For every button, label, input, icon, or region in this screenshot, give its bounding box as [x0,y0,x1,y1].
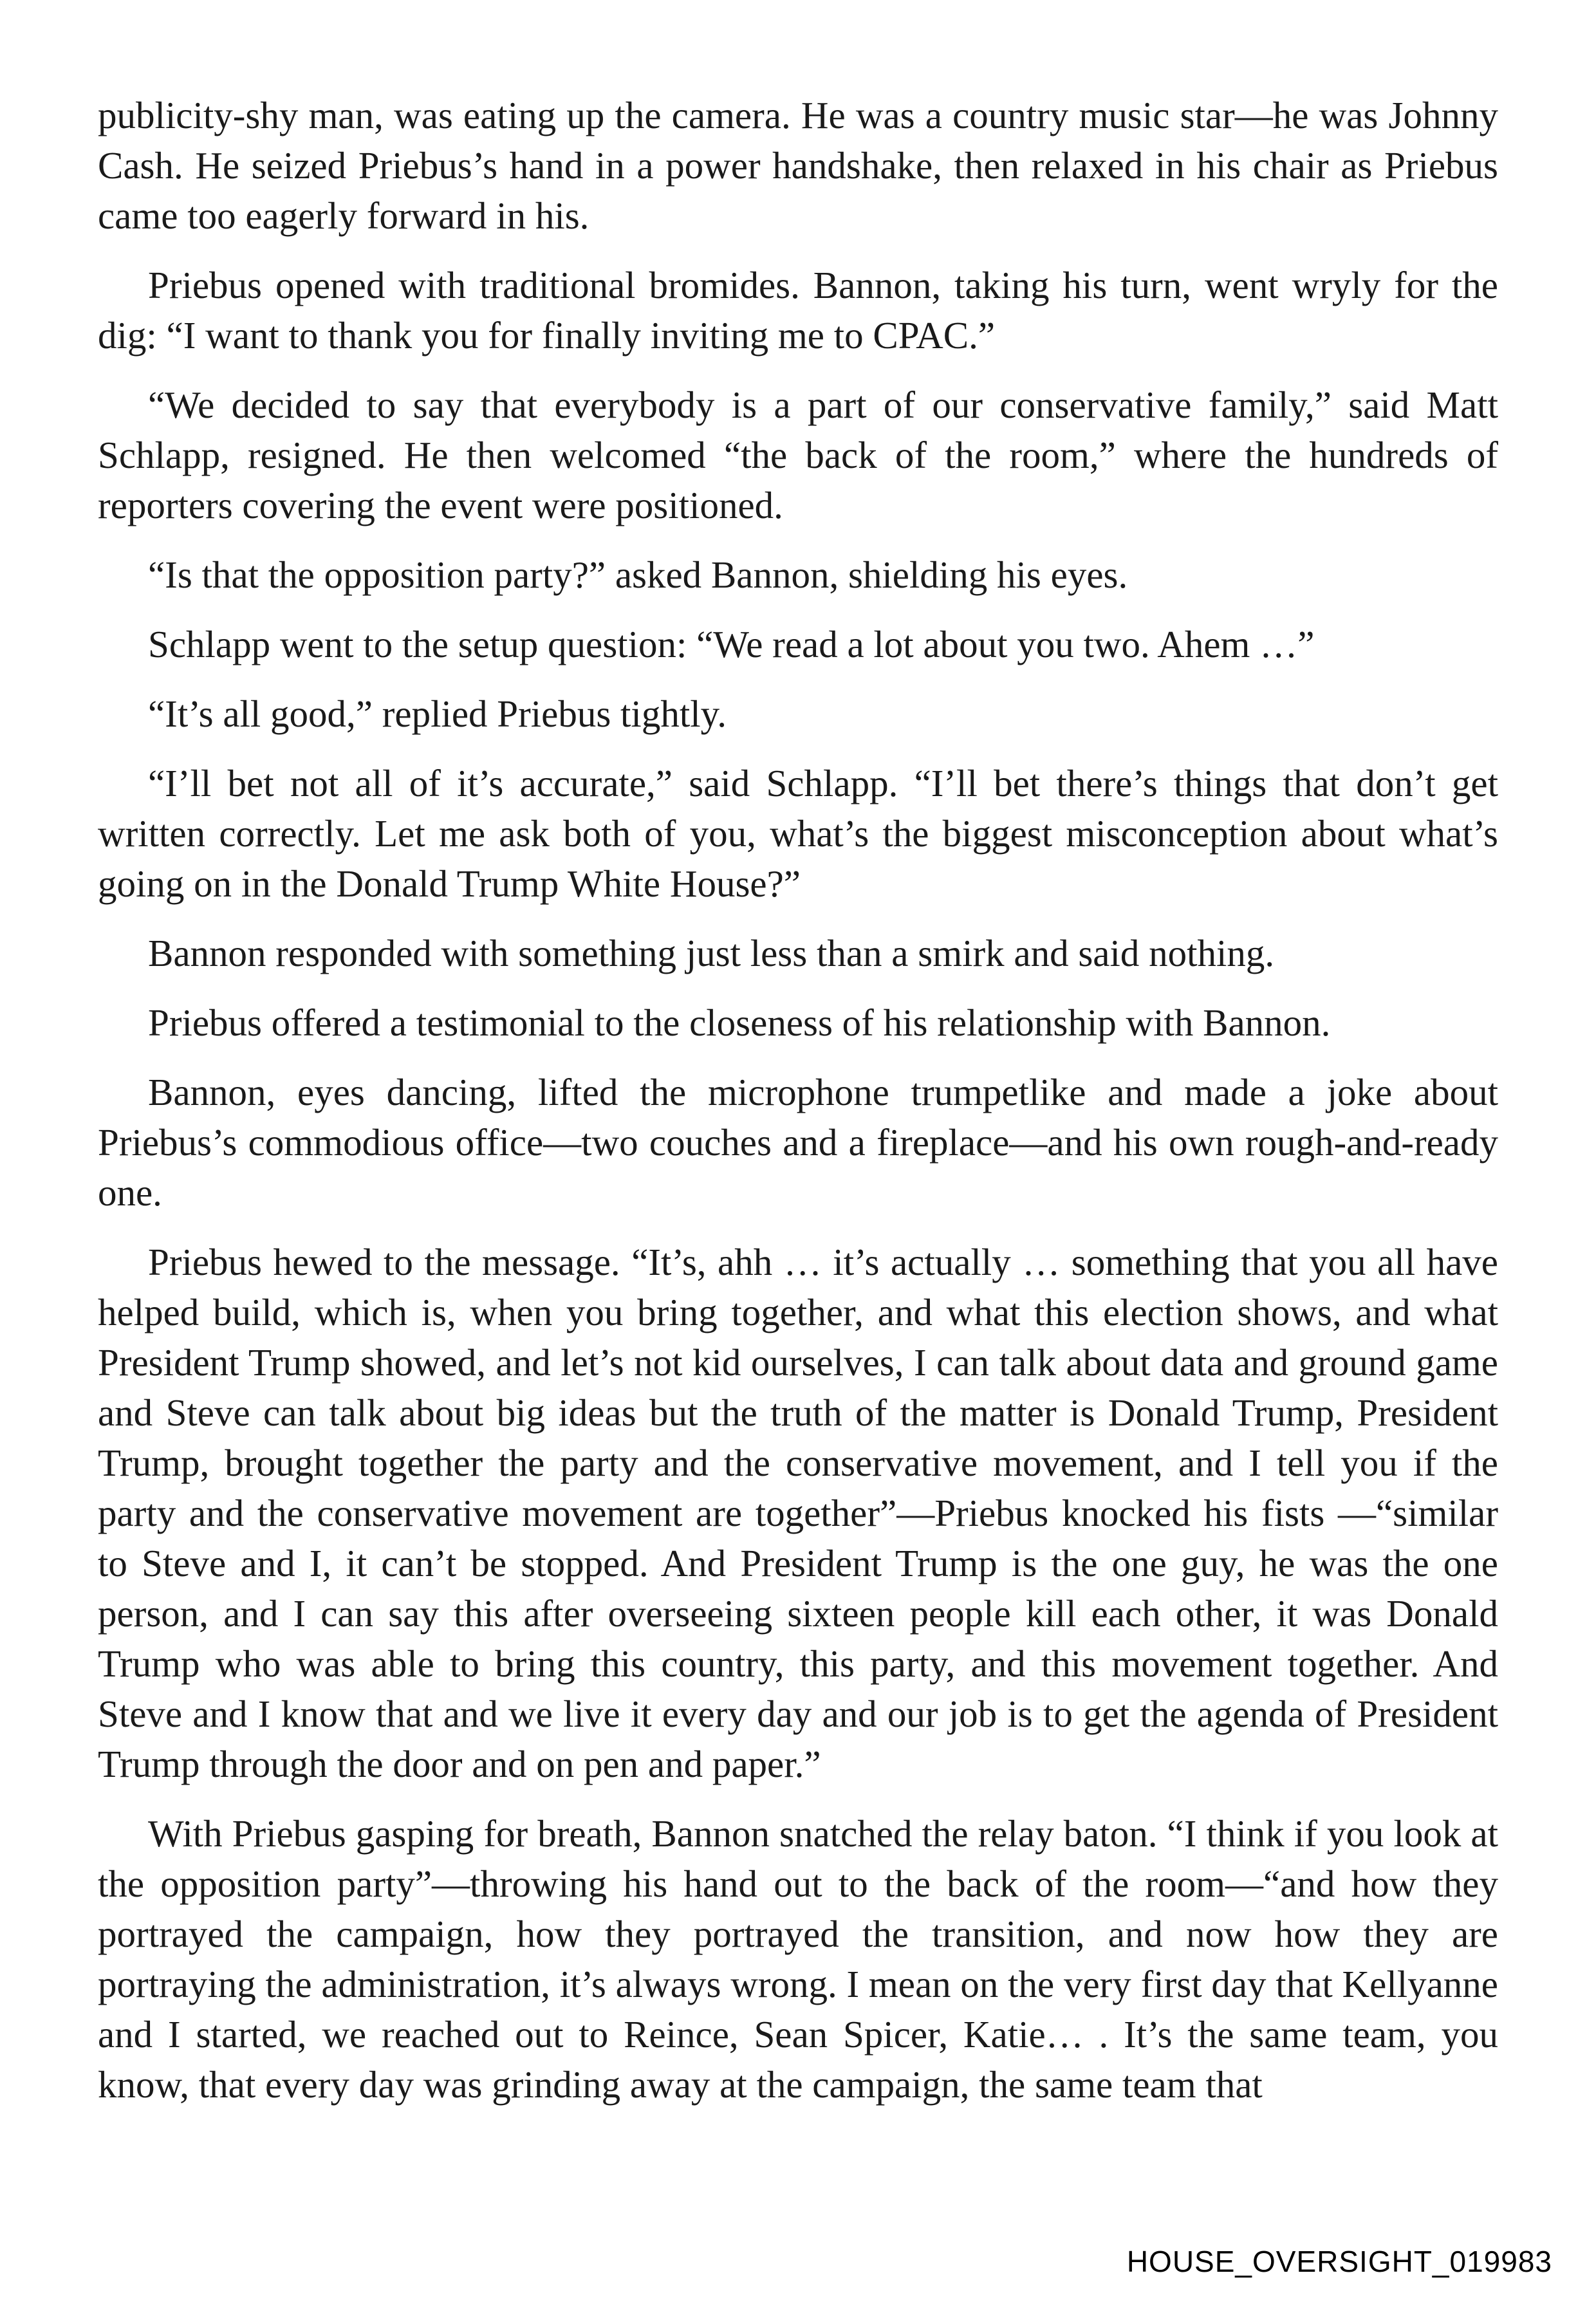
paragraph-2: Priebus opened with traditional bromides. Bannon, taking his turn, went wryly for the dig: “I want to thank you for finally inviting me to CPAC.” [98,264,1498,357]
paragraph-5: Schlapp went to the setup question: “We read a lot about you two. Ahem …” [148,623,1315,665]
paragraph-3: “We decided to say that everybody is a part of our conservative family,” said Matt Schlapp, resigned. He then welcomed “the back of the room,” where the hundreds of reporters covering the event were positioned. [98,384,1498,526]
paragraph-1: publicity-shy man, was eating up the camera. He was a country music star—he was Johnny Cash. He seized Priebus’s hand in a power handshake, then relaxed in his chair as Priebus came too eagerly forward in his. [98,94,1498,237]
paragraph-12: With Priebus gasping for breath, Bannon snatched the relay baton. “I think if you look at the opposition party”—throwing his hand out to the back of the room—“and how they portrayed the campaign, how they portrayed the transition, and now how they are portraying the administration, it’s always wrong. I mean on the very first day that Kellyanne and I started, we reached out to Reince, Sean Spicer, Katie… . It’s the same team, you know, that every day was grinding away at the campaign, the same team that [98,1812,1498,2106]
paragraph-4: “Is that the opposition party?” asked Bannon, shielding his eyes. [148,553,1128,596]
paragraph-6: “It’s all good,” replied Priebus tightly. [148,692,727,735]
paragraph-11: Priebus hewed to the message. “It’s, ahh … it’s actually … something that you all have helped build, which is, when you bring together, and what this election shows, and what President Trump showed, and let’s not kid ourselves, I can talk about data and ground game and Steve can talk about big ideas but the truth of the matter is Donald Trump, President Trump, brought together the party and the conservative movement, and I tell you if the party and the conservative movement are together”—Priebus knocked his fists —“similar to Steve and I, it can’t be stopped. And President Trump is the one guy, he was the one person, and I can say this after overseeing sixteen people kill each other, it was Donald Trump who was able to bring this country, this party, and this movement together. And Steve and I know that and we live it every day and our job is to get the agenda of President Trump through the door and on pen and paper.” [98,1241,1498,1785]
paragraph-7: “I’ll bet not all of it’s accurate,” said Schlapp. “I’ll bet there’s things that don’t get written correctly. Let me ask both of you, what’s the biggest misconception about what’s going on in the Donald Trump White House?” [98,762,1498,905]
bates-number: HOUSE_OVERSIGHT_019983 [1126,2245,1552,2278]
page-body [98,90,1498,2129]
paragraph-9: Priebus offered a testimonial to the closeness of his relationship with Bannon. [148,1001,1331,1044]
paragraph-8: Bannon responded with something just less than a smirk and said nothing. [148,932,1275,974]
paragraph-10: Bannon, eyes dancing, lifted the microphone trumpetlike and made a joke about Priebus’s commodious office—two couches and a fireplace—and his own rough-and-ready one. [98,1071,1498,1214]
